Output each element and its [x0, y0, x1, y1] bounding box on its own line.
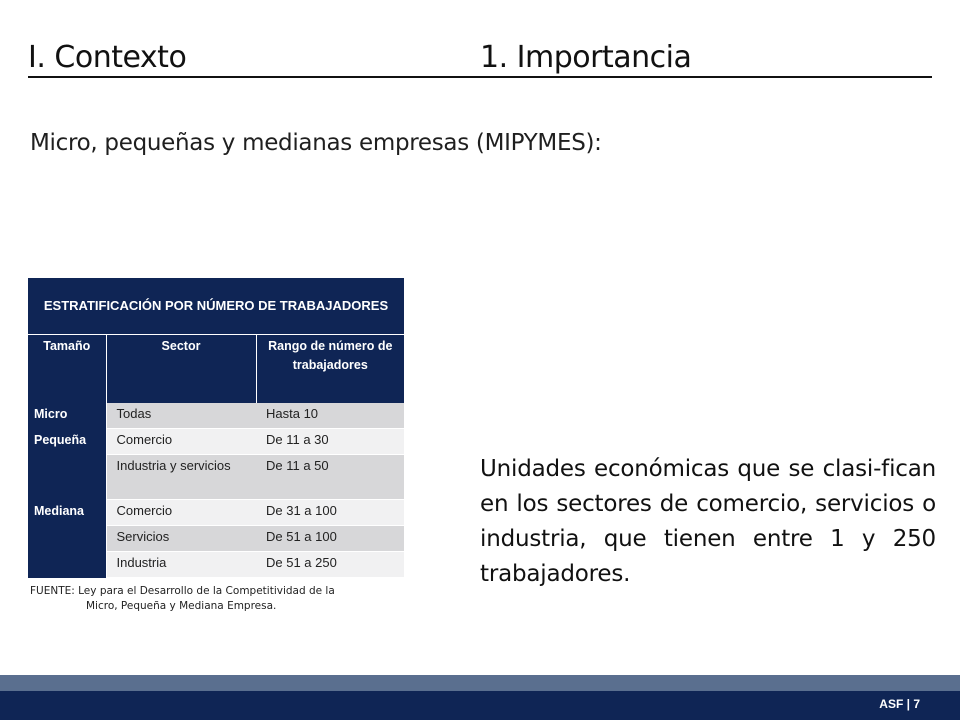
slide-heading	[28, 40, 932, 78]
stratification-table	[28, 278, 404, 578]
source-note	[30, 584, 396, 614]
range-cell: Hasta 10	[256, 403, 404, 429]
table-row	[28, 403, 404, 429]
size-cell: Mediana	[28, 500, 106, 578]
sector-cell: Industria	[106, 552, 256, 578]
footer-bar	[0, 691, 960, 720]
footer-accent-bar	[0, 675, 960, 691]
section-title: I. Contexto	[28, 40, 187, 75]
range-cell: De 11 a 30	[256, 429, 404, 455]
table-title: ESTRATIFICACIÓN POR NÚMERO DE TRABAJADORES	[28, 278, 404, 335]
slide-subtitle: Micro, pequeñas y medianas empresas (MIPYMES):	[30, 130, 602, 156]
sector-cell: Todas	[106, 403, 256, 429]
range-cell: De 11 a 50	[256, 455, 404, 500]
sector-cell: Industria y servicios	[106, 455, 256, 500]
size-cell: Pequeña	[28, 429, 106, 500]
range-cell: De 51 a 250	[256, 552, 404, 578]
table-row	[28, 429, 404, 455]
column-header-sector: Sector	[106, 335, 256, 404]
range-cell: De 51 a 100	[256, 526, 404, 552]
column-header-range: Rango de número de trabajadores	[256, 335, 404, 404]
table-row	[28, 500, 404, 526]
size-cell: Micro	[28, 403, 106, 429]
footer-page-label: ASF | 7	[879, 697, 920, 711]
sector-cell: Servicios	[106, 526, 256, 552]
mipymes-description: Unidades económicas que se clasi-fican en los sectores de comercio, servicios o industria, que tienen entre 1 y 250 trabajadores.	[480, 456, 936, 587]
range-cell: De 31 a 100	[256, 500, 404, 526]
sector-cell: Comercio	[106, 429, 256, 455]
source-prefix: FUENTE: Ley para el Desarrollo de la Competitividad de la	[30, 585, 335, 597]
subsection-title: 1. Importancia	[480, 40, 692, 75]
source-continuation: Micro, Pequeña y Mediana Empresa.	[86, 600, 277, 612]
sector-cell: Comercio	[106, 500, 256, 526]
column-header-size: Tamaño	[28, 335, 106, 404]
